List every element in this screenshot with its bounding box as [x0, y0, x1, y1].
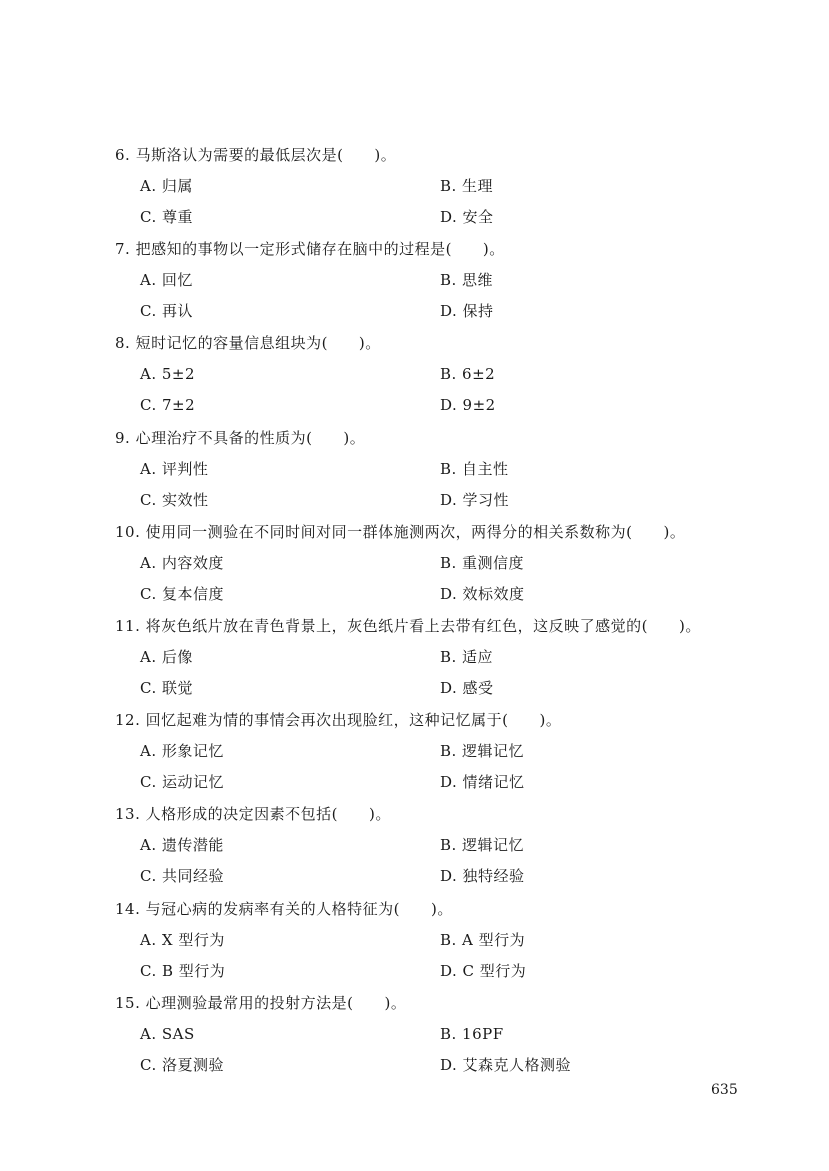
option-d: D. 效标效度 — [440, 584, 525, 603]
option-b: B. 思维 — [440, 271, 494, 290]
option-c: C. 复本信度 — [140, 584, 224, 603]
option-a: A. 形象记忆 — [140, 742, 224, 761]
question-stem: 6. 马斯洛认为需要的最低层次是( )。 — [115, 146, 397, 164]
question-stem: 9. 心理治疗不具备的性质为( )。 — [115, 428, 366, 447]
option-c: C. 实效性 — [140, 490, 209, 509]
option-a: A. 评判性 — [140, 459, 209, 478]
question-stem: 13. 人格形成的决定因素不包括( )。 — [115, 805, 391, 824]
option-d: D. 感受 — [440, 678, 494, 697]
option-a: A. 后像 — [140, 647, 193, 666]
option-d: D. 艾森克人格测验 — [440, 1055, 572, 1074]
question-13 — [115, 801, 755, 895]
option-b: B. 自主性 — [440, 459, 509, 478]
question-8 — [115, 330, 755, 424]
option-d: D. C 型行为 — [440, 961, 527, 980]
option-d: D. 安全 — [440, 208, 494, 226]
option-b: B. 生理 — [440, 177, 494, 195]
option-b: B. 逻辑记忆 — [440, 836, 525, 855]
question-stem: 12. 回忆起难为情的事情会再次出现脸红，这种记忆属于( )。 — [115, 711, 562, 730]
option-d: D. 保持 — [440, 302, 494, 321]
option-c: C. 尊重 — [140, 208, 193, 226]
question-11 — [115, 613, 755, 707]
question-stem: 7. 把感知的事物以一定形式储存在脑中的过程是( )。 — [115, 240, 505, 259]
option-b: B. 重测信度 — [440, 553, 525, 572]
option-d: D. 学习性 — [440, 490, 510, 509]
question-stem: 15. 心理测验最常用的投射方法是( )。 — [115, 993, 407, 1012]
option-d: D. 情绪记忆 — [440, 773, 525, 792]
question-9 — [115, 425, 755, 519]
option-c: C. 运动记忆 — [140, 773, 224, 792]
option-a: A. X 型行为 — [140, 930, 225, 949]
option-a: A. SAS — [140, 1024, 195, 1043]
question-stem: 8. 短时记忆的容量信息组块为( )。 — [115, 334, 381, 353]
question-7 — [115, 236, 755, 330]
option-a: A. 回忆 — [140, 271, 193, 290]
option-b: B. 适应 — [440, 647, 494, 666]
question-14 — [115, 896, 755, 990]
question-list — [115, 142, 755, 1084]
option-a: A. 内容效度 — [140, 553, 224, 572]
question-10 — [115, 519, 755, 613]
option-c: C. 7±2 — [140, 396, 196, 415]
question-15 — [115, 990, 755, 1084]
option-c: C. 共同经验 — [140, 867, 224, 886]
option-c: C. 再认 — [140, 302, 193, 321]
page-number: 635 — [711, 1082, 738, 1098]
question-12 — [115, 707, 755, 801]
question-6 — [115, 142, 755, 236]
question-stem: 11. 将灰色纸片放在青色背景上，灰色纸片看上去带有红色，这反映了感觉的( )。 — [115, 616, 701, 635]
option-b: B. 逻辑记忆 — [440, 742, 525, 761]
option-b: B. 16PF — [440, 1024, 504, 1043]
option-b: B. A 型行为 — [440, 930, 526, 949]
option-c: C. B 型行为 — [140, 961, 226, 980]
option-b: B. 6±2 — [440, 365, 496, 384]
option-c: C. 联觉 — [140, 678, 193, 697]
option-a: A. 5±2 — [140, 365, 196, 384]
question-stem: 10. 使用同一测验在不同时间对同一群体施测两次，两得分的相关系数称为( )。 — [115, 522, 686, 541]
option-d: D. 独特经验 — [440, 867, 525, 886]
question-stem: 14. 与冠心病的发病率有关的人格特征为( )。 — [115, 899, 453, 918]
option-a: A. 遗传潜能 — [140, 836, 224, 855]
option-d: D. 9±2 — [440, 396, 496, 415]
option-a: A. 归属 — [140, 177, 193, 195]
option-c: C. 洛夏测验 — [140, 1055, 224, 1074]
